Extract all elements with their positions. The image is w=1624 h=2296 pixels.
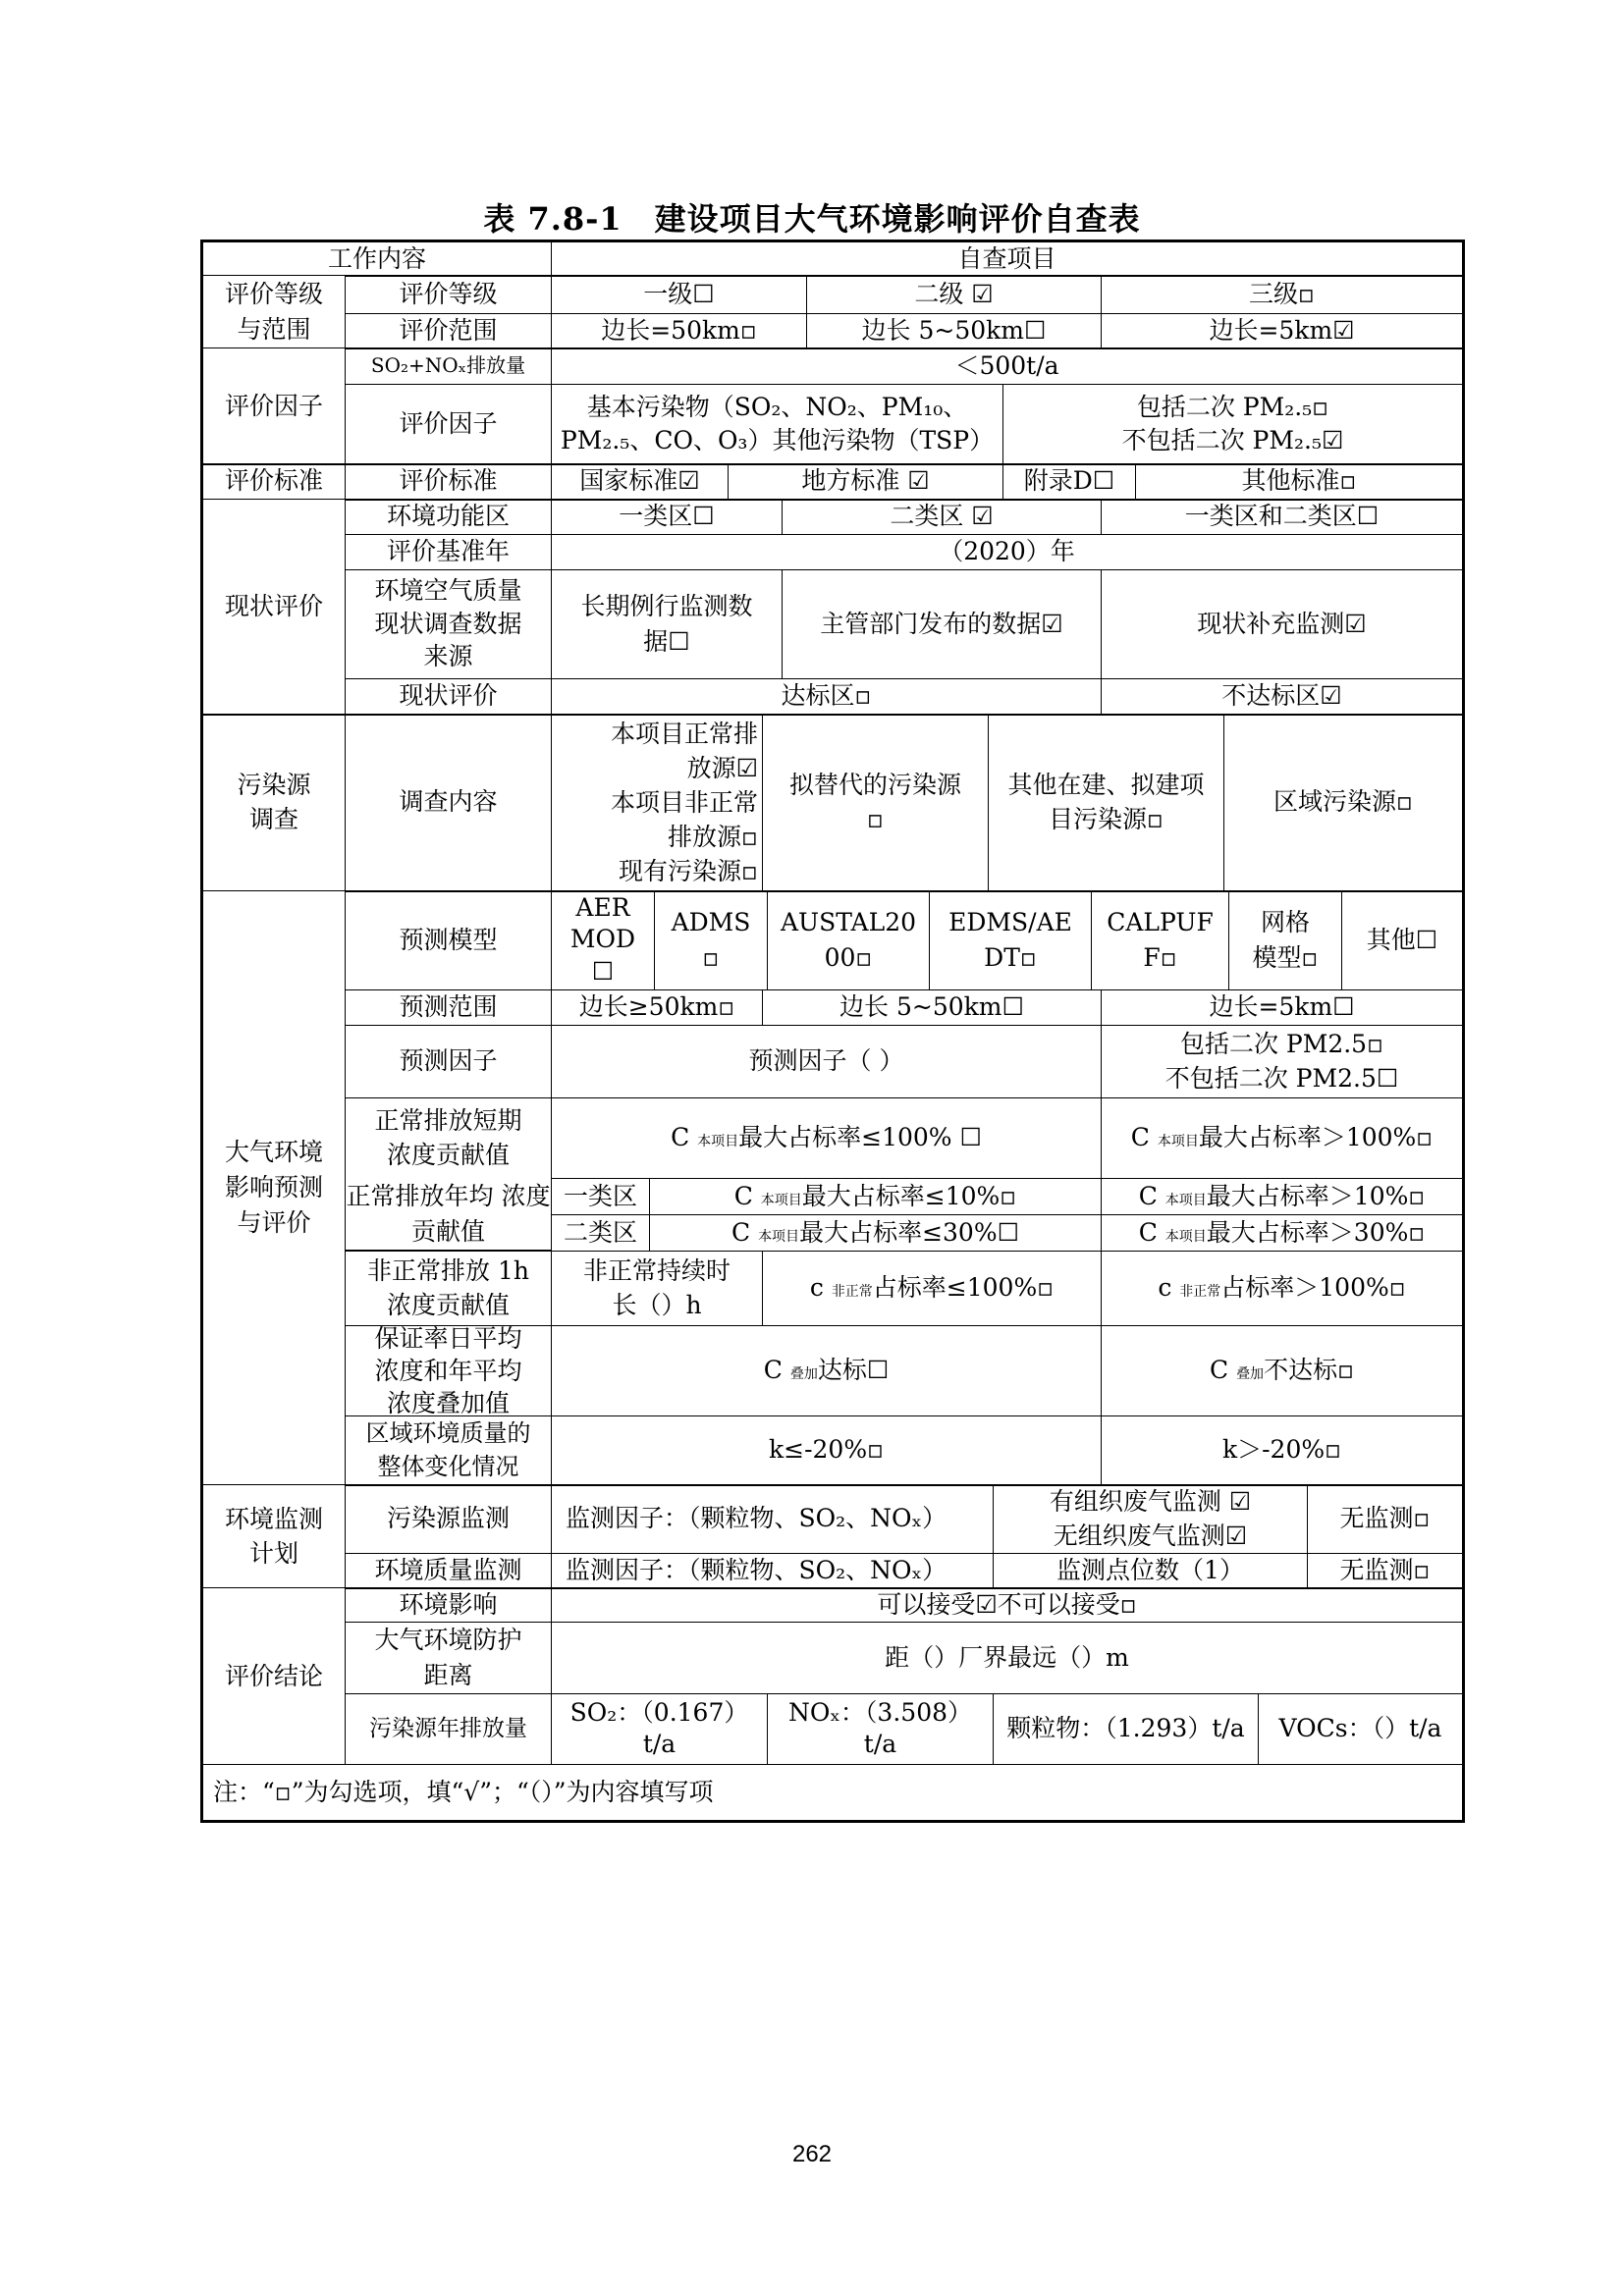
option-cell[interactable]: 附录D☐ — [1003, 463, 1136, 499]
group-label: 评价标准 — [203, 463, 346, 499]
option-cell[interactable]: c 非正常占标率＞100%▫ — [1158, 1273, 1406, 1303]
row-label: 预测范围 — [346, 989, 552, 1025]
option-cell[interactable]: c 非正常占标率≤100%▫ — [763, 1251, 1102, 1325]
table-row — [203, 384, 1462, 465]
group-label: 评价因子 — [203, 348, 346, 463]
table-row — [203, 499, 1462, 535]
row-label: 预测因子 — [346, 1025, 552, 1097]
option-cell[interactable]: CALPUF F▫ — [1092, 890, 1229, 989]
zone-label: 一类区 — [552, 1178, 650, 1214]
option-cell[interactable]: 边长 5~50km☐ — [763, 989, 1102, 1025]
option-cell[interactable]: 一类区和二类区☐ — [1184, 502, 1380, 531]
table-row — [203, 1025, 1462, 1098]
option-cell[interactable]: 其他在建、拟建项 目污染源▫ — [989, 714, 1224, 890]
option-cell[interactable]: 长期例行监测数 据☐ — [552, 569, 783, 678]
row-label: 预测模型 — [346, 890, 552, 989]
row-label: 环境质量监测 — [346, 1553, 552, 1587]
header-check-items: 自查项目 — [957, 243, 1056, 273]
value-cell: 监测因子：（颗粒物、SO₂、NOₓ） — [552, 1553, 994, 1587]
value-cell: 预测因子（ ） — [552, 1025, 1102, 1097]
option-cell[interactable]: 可以接受☑不可以接受▫ — [877, 1589, 1137, 1619]
option-cell[interactable]: 边长=50km▫ — [552, 313, 807, 347]
row-label: 评价因子 — [346, 384, 552, 463]
option-cell[interactable]: 主管部门发布的数据☑ — [783, 569, 1102, 678]
value-cell: SO₂：（0.167） t/a — [552, 1693, 768, 1764]
option-cell[interactable]: 边长≥50km▫ — [552, 989, 763, 1025]
table-row — [203, 1553, 1462, 1589]
value-cell: ＜500t/a — [954, 350, 1059, 380]
table-row — [203, 1587, 1462, 1623]
option-cell[interactable]: 本项目正常排 放源☑ 本项目非正常 排放源▫ 现有污染源▫ — [552, 714, 763, 890]
option-cell[interactable]: 二类区 ☑ — [783, 499, 1102, 534]
option-cell[interactable]: C 本项目最大占标率＞100%▫ — [1130, 1123, 1434, 1152]
row-label: 保证率日平均 浓度和年平均 浓度叠加值 — [346, 1325, 552, 1415]
option-cell[interactable]: 区域污染源▫ — [1273, 787, 1413, 817]
table-row — [203, 890, 1462, 990]
option-cell[interactable]: C 叠加不达标▫ — [1209, 1356, 1355, 1385]
option-cell[interactable]: C 本项目最大占标率≤100% ☐ — [552, 1097, 1102, 1178]
row-label: SO₂+NOₓ排放量 — [346, 347, 552, 384]
table-row — [203, 1484, 1462, 1554]
group-label: 评价等级 与范围 — [203, 276, 346, 347]
group-label: 大气环境 影响预测 与评价 — [203, 891, 346, 1484]
group-label: 评价结论 — [203, 1588, 346, 1764]
option-cell[interactable]: k＞-20%▫ — [1221, 1435, 1342, 1465]
row-label: 评价范围 — [346, 313, 552, 347]
table-row — [203, 1693, 1462, 1765]
option-cell[interactable]: C 本项目最大占标率＞30%▫ — [1138, 1217, 1426, 1247]
header-work-content: 工作内容 — [203, 242, 552, 275]
option-cell[interactable]: 其他标准▫ — [1241, 466, 1357, 496]
row-label: 评价等级 — [346, 275, 552, 313]
option-cell[interactable]: k≤-20%▫ — [552, 1415, 1102, 1484]
table-row — [203, 463, 1462, 501]
table-header-row — [203, 242, 1462, 277]
option-cell[interactable]: 拟替代的污染源 ▫ — [763, 714, 989, 890]
option-cell[interactable]: 无监测▫ — [1339, 1555, 1431, 1584]
option-cell[interactable]: 包括二次 PM2.5▫ 不包括二次 PM2.5☐ — [1164, 1029, 1399, 1093]
row-label: 环境影响 — [346, 1587, 552, 1622]
option-cell[interactable]: C 本项目最大占标率＞10%▫ — [1138, 1181, 1426, 1210]
table-row — [203, 313, 1462, 349]
row-label: 环境功能区 — [346, 499, 552, 534]
option-cell[interactable]: AUSTAL20 00▫ — [768, 890, 930, 989]
option-cell[interactable]: 有组织废气监测 ☑ 无组织废气监测☑ — [994, 1484, 1308, 1553]
row-label: 污染源监测 — [346, 1484, 552, 1553]
table-note: 注：“▫”为勾选项，填“√”；“（）”为内容填写项 — [213, 1778, 714, 1807]
row-label: 非正常排放 1h 浓度贡献值 — [346, 1251, 552, 1325]
value-cell: 监测点位数（1） — [994, 1553, 1308, 1587]
table-row — [203, 1622, 1462, 1694]
row-label: 正常排放短期 浓度贡献值 — [346, 1097, 552, 1178]
option-cell[interactable]: 无监测▫ — [1339, 1504, 1431, 1533]
option-cell[interactable]: EDMS/AE DT▫ — [930, 890, 1092, 989]
option-cell[interactable]: AER MOD ☐ — [552, 890, 655, 989]
option-cell[interactable]: C 叠加达标☐ — [552, 1325, 1102, 1415]
option-cell[interactable]: 达标区▫ — [552, 678, 1102, 714]
option-cell[interactable]: ADMS ▫ — [655, 890, 768, 989]
option-cell[interactable]: 地方标准 ☑ — [729, 463, 1003, 499]
table-row — [203, 534, 1462, 570]
option-cell[interactable]: 不达标区☑ — [1221, 681, 1342, 711]
option-cell[interactable]: 网格 模型▫ — [1229, 890, 1342, 989]
option-cell[interactable]: 二级 ☑ — [807, 275, 1102, 313]
option-cell[interactable]: C 本项目最大占标率≤10%▫ — [650, 1178, 1102, 1214]
value-cell: （2020）年 — [939, 537, 1075, 566]
option-cell[interactable]: 包括二次 PM₂.₅▫ 不包括二次 PM₂.₅☑ — [1121, 392, 1344, 454]
self-check-table — [200, 240, 1465, 1823]
row-label: 环境空气质量 现状调查数据 来源 — [346, 569, 552, 678]
note-row — [203, 1764, 1462, 1820]
option-cell[interactable]: 边长 5~50km☐ — [807, 313, 1102, 347]
row-label: 现状评价 — [346, 678, 552, 714]
table-row — [203, 989, 1462, 1026]
table-row — [203, 1415, 1462, 1486]
row-label: 评价标准 — [346, 463, 552, 499]
value-cell: VOCs：（）t/a — [1278, 1714, 1442, 1743]
option-cell[interactable]: 边长=5km☑ — [1209, 315, 1355, 345]
group-label: 环境监测 计划 — [203, 1485, 346, 1587]
factor-cell: 基本污染物（SO₂、NO₂、PM₁₀、 PM₂.₅、CO、O₃）其他污染物（TSP） — [552, 384, 1003, 463]
zone-label: 二类区 — [552, 1214, 650, 1251]
table-row — [203, 1325, 1462, 1416]
table-row — [203, 347, 1462, 385]
option-cell[interactable]: 现状补充监测☑ — [1197, 609, 1367, 638]
option-cell[interactable]: 国家标准☑ — [552, 463, 729, 499]
value-cell: 颗粒物：（1.293）t/a — [994, 1693, 1259, 1764]
value-cell: NOₓ：（3.508） t/a — [768, 1693, 994, 1764]
row-label: 评价基准年 — [346, 534, 552, 569]
table-row — [203, 1251, 1462, 1326]
table-title: 表 7.8-1 建设项目大气环境影响评价自查表 — [483, 200, 1141, 238]
value-cell: 距（）厂界最远（）m — [885, 1642, 1129, 1672]
group-label: 污染源 调查 — [203, 714, 346, 890]
group-label: 现状评价 — [203, 500, 346, 714]
table-row — [552, 1178, 1462, 1215]
table-row — [203, 714, 1462, 892]
option-cell[interactable]: 边长=5km☐ — [1209, 992, 1355, 1022]
option-cell[interactable]: 三级▫ — [1249, 279, 1315, 308]
row-label: 大气环境防护 距离 — [346, 1622, 552, 1693]
option-cell[interactable]: 其他☐ — [1366, 925, 1438, 954]
option-cell[interactable]: 一级☐ — [552, 275, 807, 313]
value-cell: 监测因子：（颗粒物、SO₂、NOₓ） — [552, 1484, 994, 1553]
option-cell[interactable]: 一类区☐ — [552, 499, 783, 534]
row-label: 调查内容 — [346, 714, 552, 890]
row-label: 污染源年排放量 — [346, 1693, 552, 1764]
page-number: 262 — [791, 2141, 833, 2167]
table-row — [203, 569, 1462, 679]
table-row — [203, 678, 1462, 716]
table-row — [203, 275, 1462, 314]
row-label: 正常排放年均 浓度贡献值 — [346, 1178, 552, 1251]
row-label: 区域环境质量的 整体变化情况 — [346, 1415, 552, 1484]
option-cell[interactable]: C 本项目最大占标率≤30%☐ — [650, 1214, 1102, 1251]
table-row — [203, 1097, 1462, 1179]
input-cell[interactable]: 非正常持续时 长（）h — [552, 1251, 763, 1325]
